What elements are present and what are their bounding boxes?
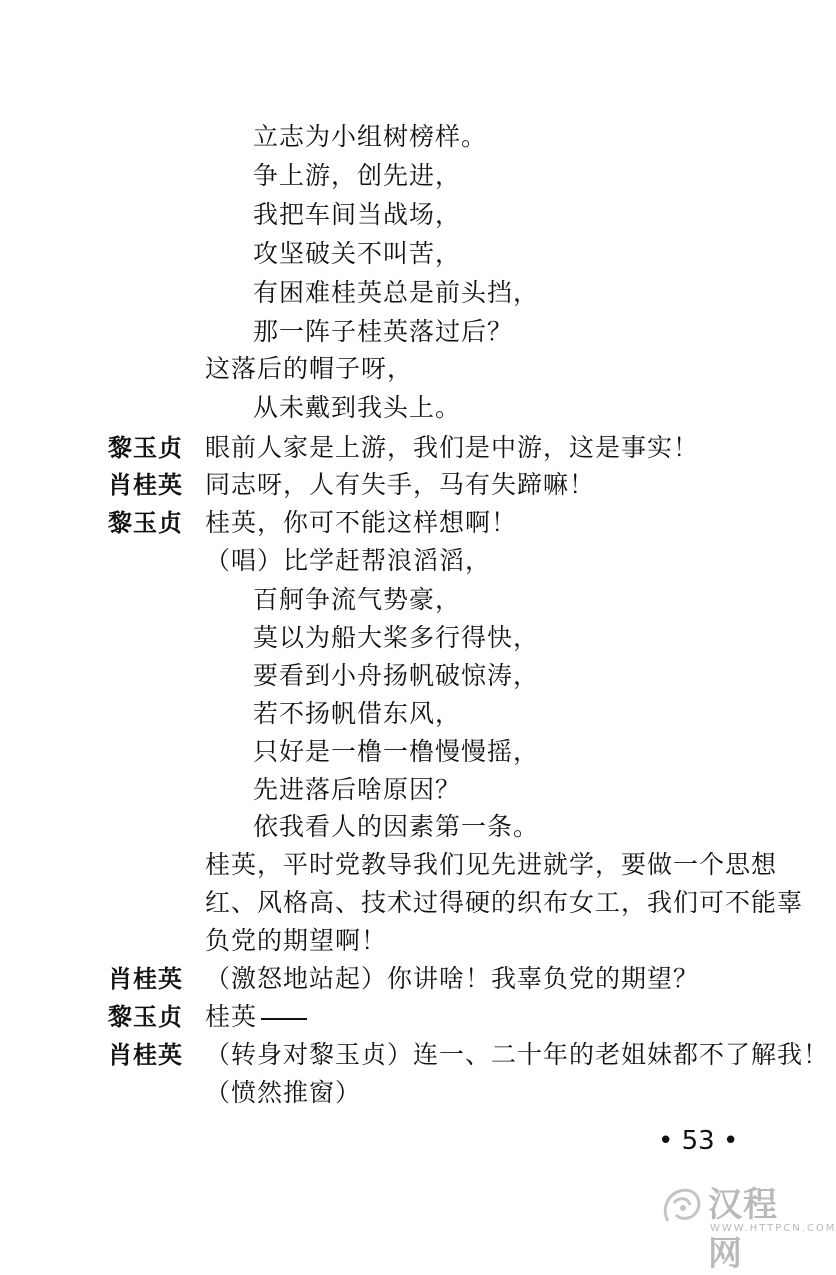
verse-line: 争上游，创先进，: [253, 161, 462, 190]
verse-line: 那一阵子桂英落过后？: [253, 317, 514, 346]
dialogue-line: 负党的期望啊！: [205, 926, 388, 955]
watermark-text: 汉程网: [708, 1185, 778, 1274]
speaker-name: 黎玉贞: [108, 433, 183, 462]
verse-line: 百舸争流气势豪，: [253, 585, 462, 614]
verse-line: （唱）比学赶帮浪滔滔，: [205, 546, 492, 575]
verse-line: 攻坚破关不叫苦，: [253, 239, 462, 268]
dialogue-line: [205, 1002, 307, 1032]
em-dash: [261, 1018, 307, 1020]
verse-line: 这落后的帽子呀，: [205, 354, 414, 383]
verse-line: 从未戴到我头上。: [253, 393, 462, 422]
speaker-name: 肖桂英: [108, 1040, 183, 1069]
dialogue-line: 红、风格高、技术过得硬的织布女工，我们可不能辜: [205, 888, 804, 917]
watermark-logo-icon: [660, 1181, 706, 1233]
verse-line: 莫以为船大桨多行得快，: [253, 623, 540, 652]
dialogue-line: 桂英，平时党教导我们见先进就学，要做一个思想: [205, 850, 778, 879]
verse-line: 若不扬帆借东风，: [253, 699, 462, 728]
verse-line: 要看到小舟扬帆破惊涛，: [253, 661, 540, 690]
dialogue-line: （激怒地站起）你讲啥！我辜负党的期望？: [205, 964, 700, 993]
verse-line: 只好是一橹一橹慢慢摇，: [253, 737, 540, 766]
dialogue-line: （愤然推窗）: [205, 1078, 362, 1107]
dialogue-line: 同志呀，人有失手，马有失蹄嘛！: [205, 470, 596, 499]
verse-line: 我把车间当战场，: [253, 200, 462, 229]
watermark: [660, 1175, 836, 1274]
speaker-name: 黎玉贞: [108, 1002, 183, 1031]
speaker-name: 黎玉贞: [108, 508, 183, 537]
verse-line: 立志为小组树榜样。: [253, 122, 488, 151]
dialogue-line: 桂英，你可不能这样想啊！: [205, 508, 518, 537]
page-number: • 53 •: [658, 1126, 739, 1156]
dialogue-line: 眼前人家是上游，我们是中游，这是事实！: [205, 433, 700, 462]
verse-line: 有困难桂英总是前头挡，: [253, 278, 540, 307]
dialogue-line: （转身对黎玉贞）连一、二十年的老姐妹都不了解我！: [205, 1040, 830, 1069]
dialogue-text: 桂英: [205, 1002, 258, 1031]
speaker-name: 肖桂英: [108, 964, 183, 993]
speaker-name: 肖桂英: [108, 470, 183, 499]
watermark-url: WWW.HTTPCN.COM: [710, 1223, 836, 1234]
verse-line: 先进落后啥原因？: [253, 775, 462, 804]
verse-line: 依我看人的因素第一条。: [253, 812, 540, 841]
